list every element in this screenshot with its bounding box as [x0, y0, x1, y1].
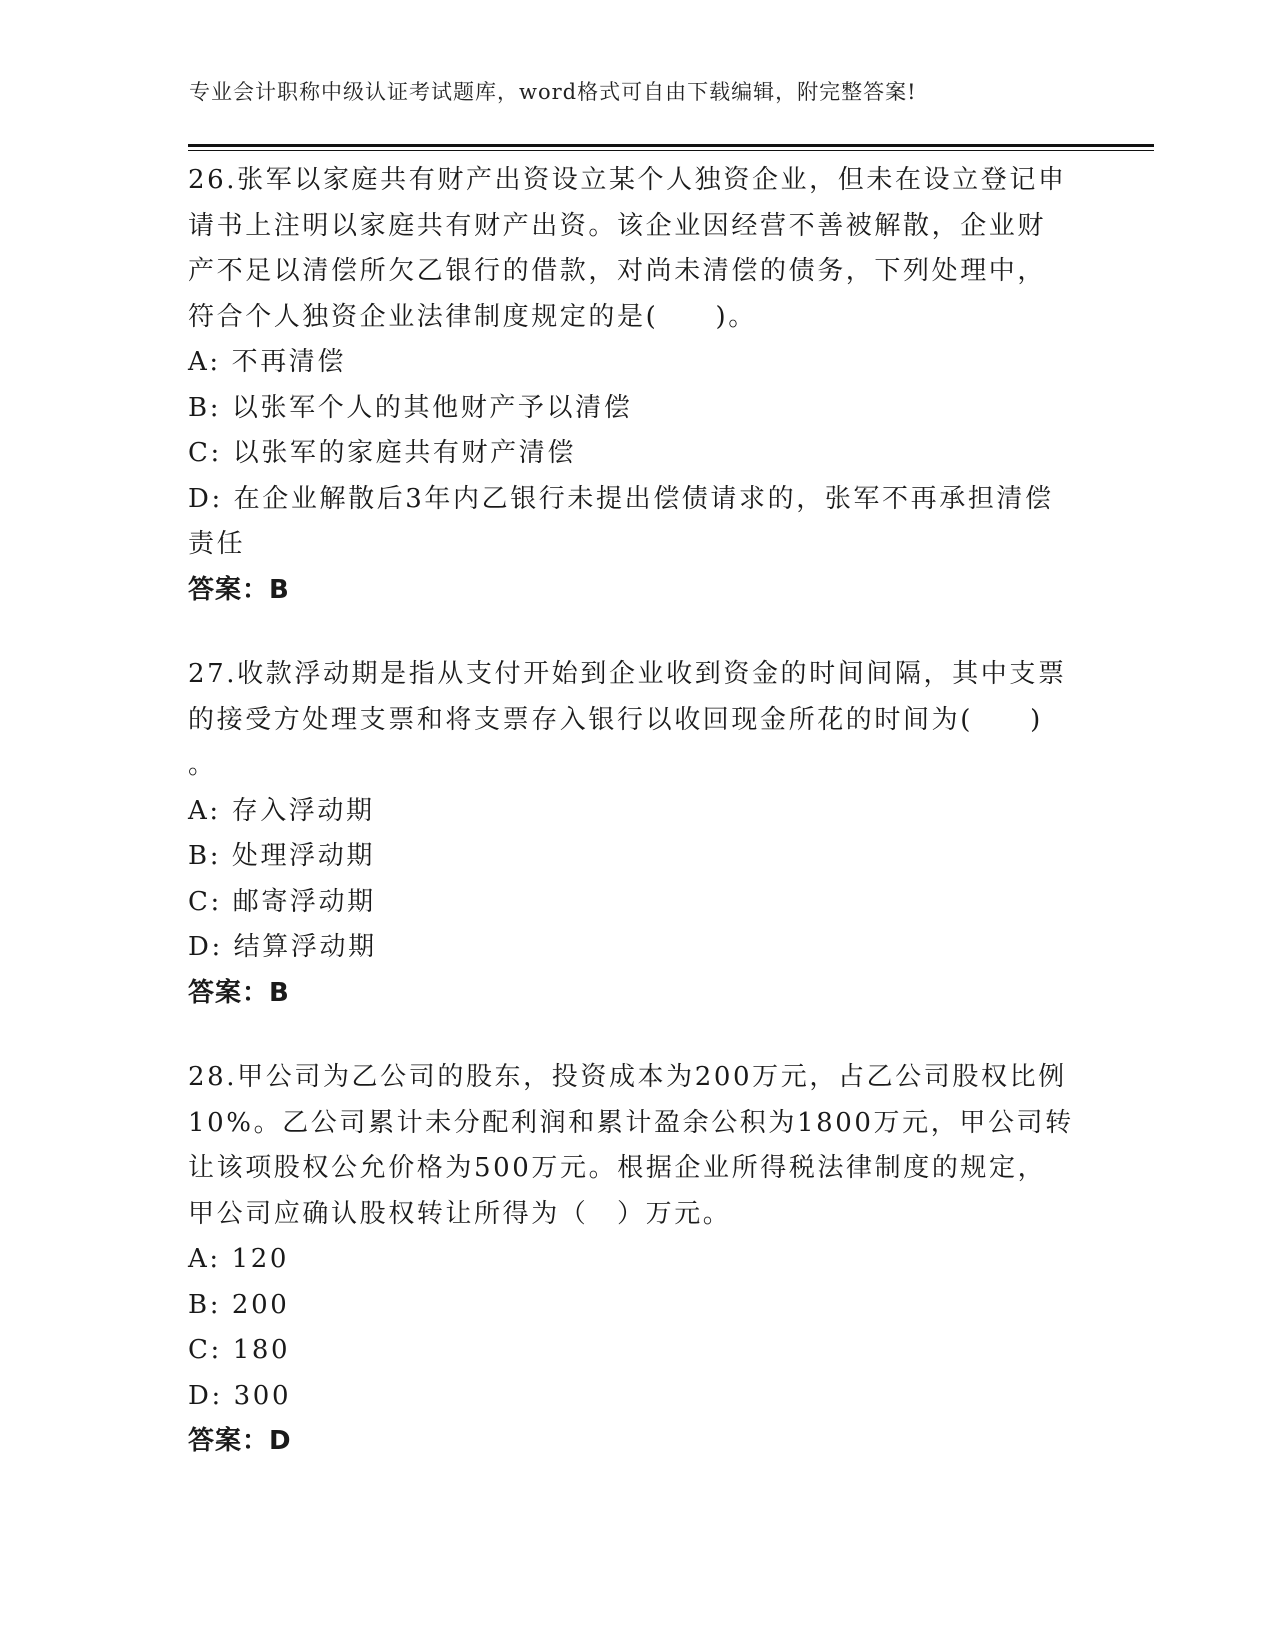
answer-option: 责任 — [188, 529, 246, 559]
question-stem-line: 的接受方处理支票和将支票存入银行以收回现金所花的时间为( ) — [188, 704, 1043, 735]
page-header: 专业会计职称中级认证考试题库，word格式可自由下载编辑，附完整答案! — [189, 80, 917, 104]
answer-option: C: 邮寄浮动期 — [188, 886, 376, 917]
answer-option: D: 结算浮动期 — [188, 932, 377, 962]
header-rule-thick — [188, 144, 1154, 147]
question-stem-line: 。 — [188, 750, 217, 780]
answer-option: C: 180 — [188, 1335, 291, 1365]
answer-option: A: 不再清偿 — [188, 347, 347, 377]
question-list — [188, 158, 1088, 1504]
answer-option: A: 存入浮动期 — [188, 795, 375, 826]
question-stem-line: 产不足以清偿所欠乙银行的借款，对尚未清偿的债务，下列处理中， — [188, 256, 1047, 286]
question-stem-line: 符合个人独资企业法律制度规定的是( )。 — [188, 301, 757, 332]
header-rule-thin — [188, 150, 1154, 151]
question-stem-line: 让该项股权公允价格为500万元。根据企业所得税法律制度的规定， — [188, 1153, 1047, 1183]
answer-option: B: 200 — [188, 1289, 290, 1320]
answer-key: 答案：D — [188, 1426, 292, 1456]
answer-option: D: 300 — [188, 1380, 292, 1411]
question-stem-line: 26.张军以家庭共有财产出资设立某个人独资企业，但未在设立登记申 — [188, 165, 1067, 195]
question-block — [188, 652, 1088, 1016]
question-stem-line: 27.收款浮动期是指从支付开始到企业收到资金的时间间隔，其中支票 — [188, 659, 1067, 689]
answer-key: 答案：B — [188, 574, 290, 605]
question-block — [188, 1055, 1088, 1465]
answer-key: 答案：B — [188, 977, 290, 1008]
answer-option: C: 以张军的家庭共有财产清偿 — [188, 438, 576, 468]
question-stem-line: 请书上注明以家庭共有财产出资。该企业因经营不善被解散，企业财 — [188, 210, 1047, 241]
answer-option: A: 120 — [188, 1244, 290, 1274]
answer-option: D: 在企业解散后3年内乙银行未提出偿债请求的，张军不再承担清偿 — [188, 483, 1054, 514]
question-stem-line: 甲公司应确认股权转让所得为（ ）万元。 — [188, 1198, 732, 1229]
answer-option: B: 处理浮动期 — [188, 841, 375, 871]
question-stem-line: 10%。乙公司累计未分配利润和累计盈余公积为1800万元，甲公司转 — [188, 1107, 1074, 1138]
answer-option: B: 以张军个人的其他财产予以清偿 — [188, 392, 633, 423]
question-block — [188, 158, 1088, 613]
question-stem-line: 28.甲公司为乙公司的股东，投资成本为200万元，占乙公司股权比例 — [188, 1062, 1067, 1092]
